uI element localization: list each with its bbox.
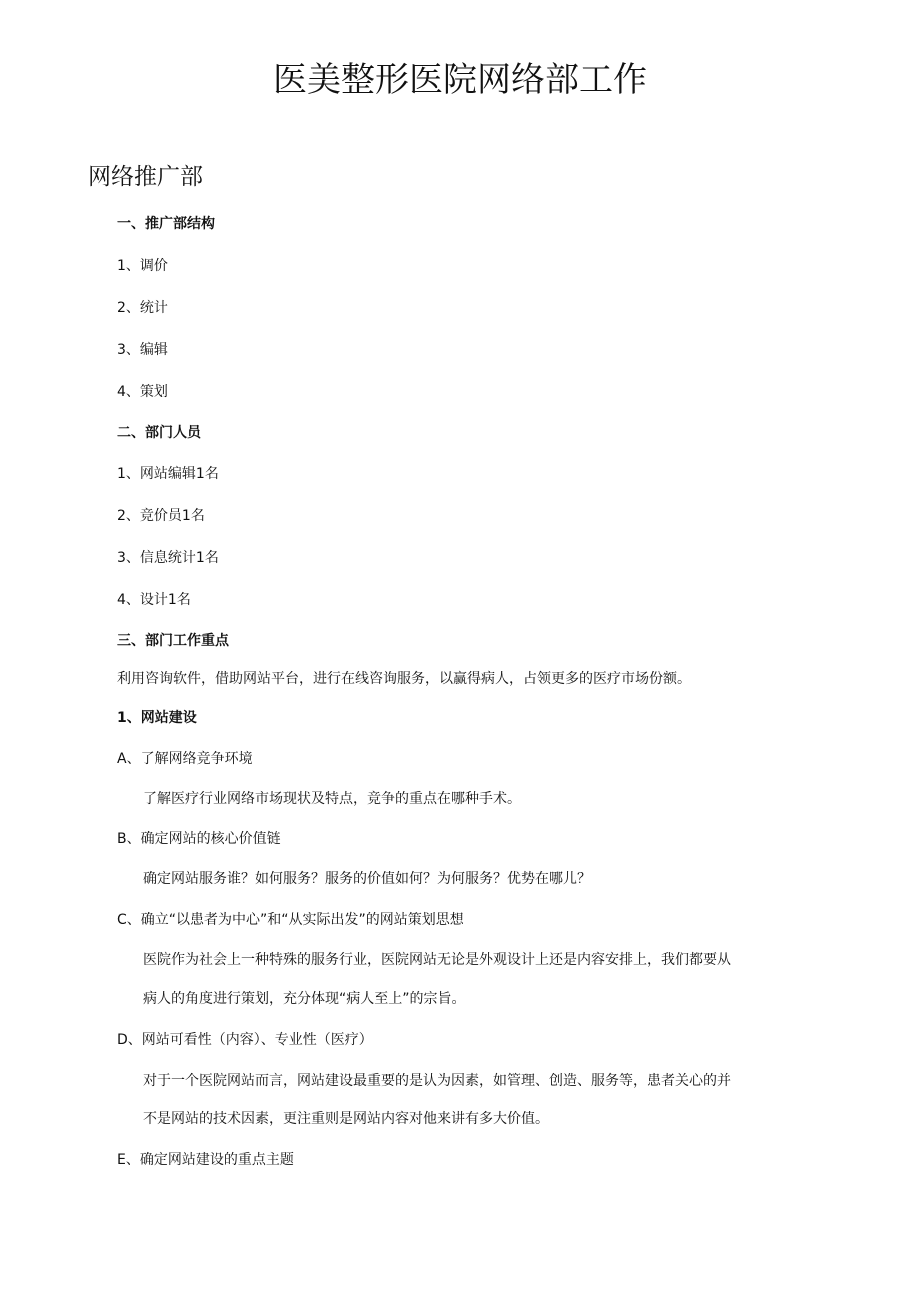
list-item: 3、信息统计1名 [117, 550, 219, 566]
heading-staff: 二、部门人员 [117, 425, 201, 441]
list-item: 4、策划 [117, 384, 168, 400]
heading-website: 1、网站建设 [117, 710, 197, 726]
paragraph: 对于一个医院网站而言，网站建设最重要的是认为因素，如管理、创造、服务等，患者关心的并 [143, 1073, 731, 1089]
paragraph: 利用咨询软件，借助网站平台，进行在线咨询服务，以赢得病人，占领更多的医疗市场份额。 [117, 671, 691, 687]
heading-focus: 三、部门工作重点 [117, 633, 229, 649]
list-item: 1、网站编辑1名 [117, 466, 219, 482]
heading-structure: 一、推广部结构 [117, 216, 215, 232]
subheading: B、确定网站的核心价值链 [117, 831, 281, 847]
subheading: E、确定网站建设的重点主题 [117, 1152, 294, 1168]
list-item: 2、竞价员1名 [117, 508, 205, 524]
list-item: 1、调价 [117, 258, 168, 274]
subheading: C、确立“以患者为中心”和“从实际出发”的网站策划思想 [117, 912, 464, 928]
list-item: 3、编辑 [117, 342, 168, 358]
paragraph: 医院作为社会上一种特殊的服务行业，医院网站无论是外观设计上还是内容安排上，我们都要从 [143, 952, 731, 968]
subheading: A、了解网络竞争环境 [117, 751, 253, 767]
list-item: 4、设计1名 [117, 592, 191, 608]
paragraph: 了解医疗行业网络市场现状及特点，竞争的重点在哪种手术。 [143, 791, 521, 807]
paragraph: 确定网站服务谁？如何服务？服务的价值如何？为何服务？优势在哪儿？ [143, 871, 591, 887]
section-title: 网络推广部 [88, 164, 203, 190]
subheading: D、网站可看性（内容）、专业性（医疗） [117, 1032, 373, 1048]
paragraph: 病人的角度进行策划，充分体现“病人至上”的宗旨。 [143, 991, 466, 1007]
document-title: 医美整形医院网络部工作 [273, 60, 647, 100]
paragraph: 不是网站的技术因素，更注重则是网站内容对他来讲有多大价值。 [143, 1111, 549, 1127]
list-item: 2、统计 [117, 300, 168, 316]
